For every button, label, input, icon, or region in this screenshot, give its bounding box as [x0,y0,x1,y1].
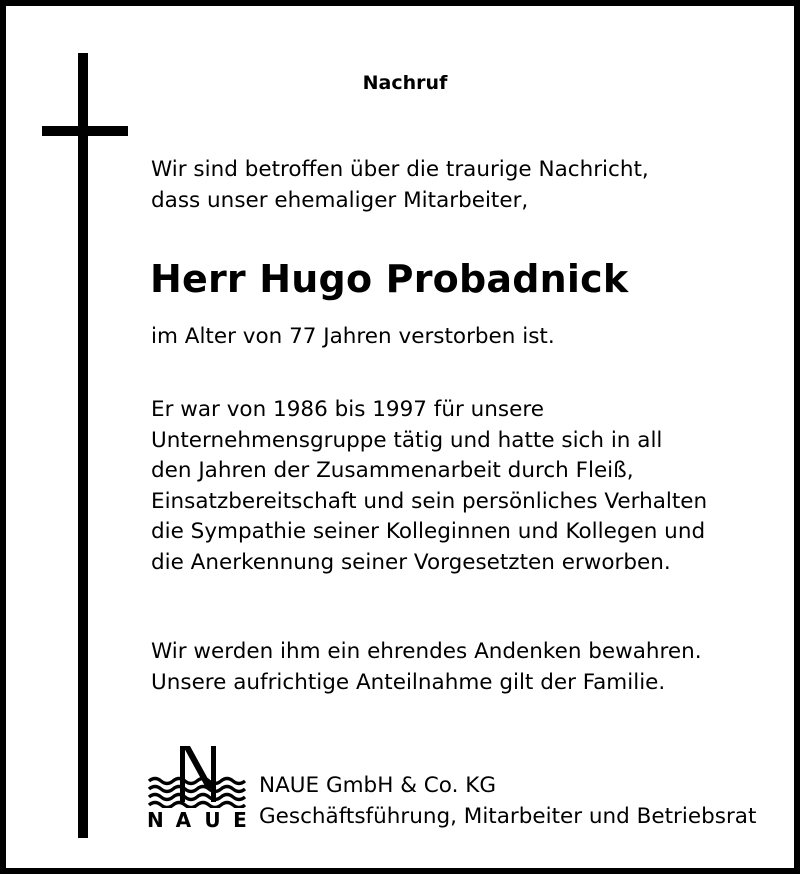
tribute-line: die Sympathie seiner Kolleginnen und Kollegen und [151,519,706,545]
logo-letter: N [147,808,164,832]
tribute-text [151,395,771,579]
logo-letter: U [204,808,221,832]
deceased-name: Herr Hugo Probadnick [150,257,629,301]
tribute-line: den Jahren der Zusammenarbeit durch Fleiß, [151,458,634,484]
tribute-line: Unternehmensgruppe tätig und hatte sich in all [151,427,663,453]
closing-line: Wir werden ihm ein ehrendes Andenken bewahren. [151,639,702,664]
closing-text [151,637,771,698]
sender-group: Geschäftsführung, Mitarbeiter und Betriebsrat [259,803,757,829]
intro-text [151,155,771,216]
tribute-line: Er war von 1986 bis 1997 für unsere [151,397,544,422]
closing-line: Unsere aufrichtige Anteilnahme gilt der Familie. [151,669,666,695]
sender-company: NAUE GmbH & Co. KG [259,773,497,798]
logo-letter: E [233,808,247,832]
intro-line: Wir sind betroffen über die traurige Nachricht, [151,157,649,182]
tribute-line: die Anerkennung seiner Vorgesetzten erworben. [151,549,671,575]
cross-icon-horizontal-bar [42,126,128,136]
cross-icon-vertical-bar [78,53,88,838]
tribute-line: Einsatzbereitschaft und sein persönliches Verhalten [151,488,708,514]
naue-waves-logo-icon [147,744,247,808]
sender-block [259,771,756,832]
intro-line: dass unser ehemaliger Mitarbeiter, [151,187,529,213]
logo-letter: A [175,808,192,832]
age-line: im Alter von 77 Jahren verstorben ist. [151,324,555,349]
logo-wordmark [147,808,247,830]
naue-logo [147,744,247,832]
obituary-heading: Nachruf [362,72,448,94]
